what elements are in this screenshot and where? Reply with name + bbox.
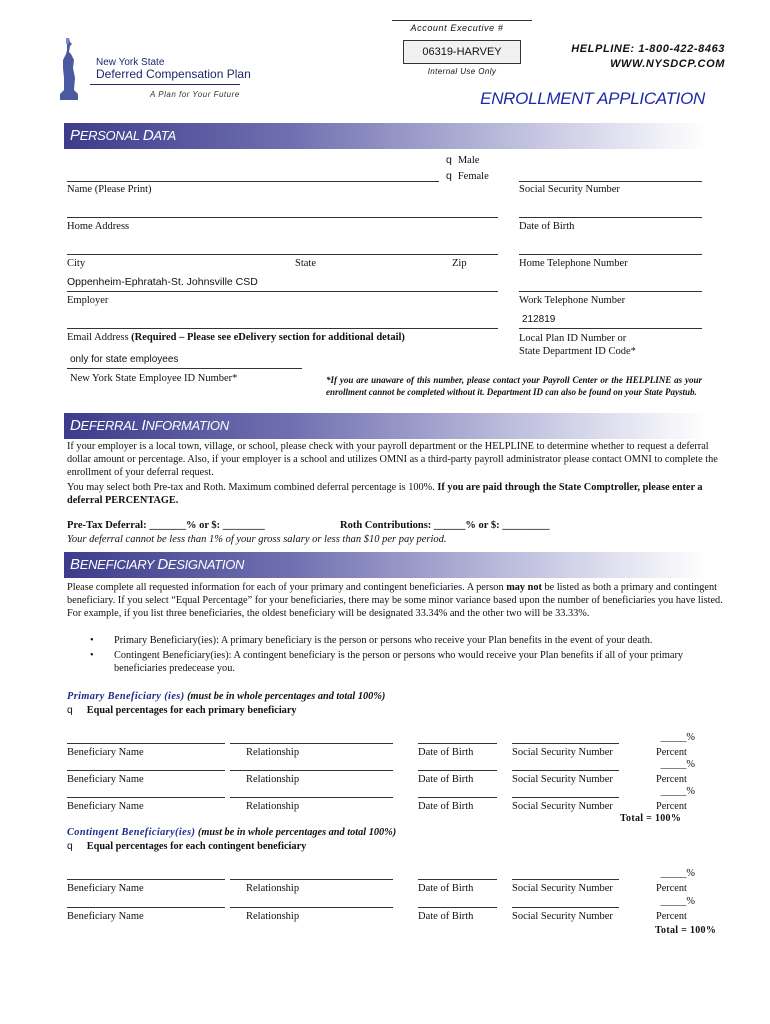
- work-phone-input[interactable]: [519, 291, 702, 292]
- percent-label: Percent: [656, 774, 687, 785]
- date-of-birth-label: Date of Birth: [418, 801, 474, 812]
- account-executive-field[interactable]: 06319-HARVEY: [403, 40, 521, 64]
- dob-label: Date of Birth: [519, 221, 575, 232]
- social-security-number-input[interactable]: [512, 770, 619, 771]
- date-of-birth-input[interactable]: [418, 797, 497, 798]
- work-phone-label: Work Telephone Number: [519, 295, 626, 306]
- state-employee-id-label: New York State Employee ID Number*: [70, 373, 238, 384]
- local-plan-id-label: Local Plan ID Number or State Department ID Code*: [519, 333, 636, 357]
- bullet-icon: •: [90, 650, 94, 661]
- social-security-number-label: Social Security Number: [512, 747, 613, 758]
- form-title: ENROLLMENT APPLICATION: [480, 89, 705, 108]
- roth-contribution-field[interactable]: Roth Contributions: ______% or $: _________: [340, 520, 550, 531]
- contingent-beneficiary-bullet: • Contingent Beneficiary(ies): A contingent beneficiary is the person or persons who would receive your Plan benefits if all of your primary beneficiaries predecease you.: [90, 650, 684, 674]
- percent-label: Percent: [656, 911, 687, 922]
- pretax-deferral-field[interactable]: Pre-Tax Deferral: _______% or $: ________: [67, 520, 265, 531]
- website-link[interactable]: WWW.NYSDCP.COM: [610, 58, 725, 70]
- dob-input[interactable]: [519, 217, 702, 218]
- employee-id-footnote: *If you are unaware of this number, please contact your Payroll Center or the HELPLINE as your enrollment cannot be completed without it. Department ID can also be found on your State Paystub.: [326, 375, 702, 397]
- local-plan-id-value[interactable]: 212819: [522, 314, 556, 325]
- beneficiary-name-label: Beneficiary Name: [67, 774, 144, 785]
- relationship-label: Relationship: [246, 801, 300, 812]
- social-security-number-label: Social Security Number: [512, 801, 613, 812]
- percent-input[interactable]: _____%: [660, 759, 695, 770]
- home-phone-label: Home Telephone Number: [519, 258, 628, 269]
- statue-of-liberty-logo-icon: [54, 38, 84, 100]
- female-checkbox[interactable]: q: [446, 170, 452, 182]
- deferral-rules: You may select both Pre-tax and Roth. Maximum combined deferral percentage is 100%. If you are paid through the State Comptroller, please enter a deferral PERCENTAGE.: [67, 482, 703, 506]
- percent-label: Percent: [656, 747, 687, 758]
- percent-label: Percent: [656, 883, 687, 894]
- name-label: Name (Please Print): [67, 184, 152, 195]
- beneficiary-name-label: Beneficiary Name: [67, 747, 144, 758]
- logo-line-1: New York State: [96, 57, 165, 68]
- employer-input[interactable]: [67, 291, 498, 292]
- account-executive-label: Account Executive #: [410, 23, 504, 33]
- city-label: City: [67, 258, 86, 269]
- beneficiary-designation-section-header: BENEFICIARY DESIGNATION: [64, 552, 706, 578]
- logo-tagline: A Plan for Your Future: [150, 90, 240, 99]
- contingent-total: Total = 100%: [655, 925, 717, 936]
- social-security-number-label: Social Security Number: [512, 911, 613, 922]
- date-of-birth-input[interactable]: [418, 743, 497, 744]
- primary-equal-checkbox[interactable]: q: [67, 705, 73, 716]
- email-input[interactable]: [67, 328, 498, 329]
- social-security-number-input[interactable]: [512, 907, 619, 908]
- social-security-number-label: Social Security Number: [512, 774, 613, 785]
- beneficiary-name-input[interactable]: [67, 743, 225, 744]
- social-security-number-label: Social Security Number: [512, 883, 613, 894]
- bullet-icon: •: [90, 635, 94, 646]
- primary-beneficiary-heading: Primary Beneficiary (ies) (must be in whole percentages and total 100%): [67, 691, 386, 702]
- relationship-label: Relationship: [246, 774, 300, 785]
- primary-equal-percent-option[interactable]: q Equal percentages for each primary beneficiary: [67, 705, 297, 716]
- percent-input[interactable]: _____%: [660, 896, 695, 907]
- contingent-equal-percent-option[interactable]: q Equal percentages for each contingent beneficiary: [67, 841, 307, 852]
- relationship-input[interactable]: [230, 770, 393, 771]
- date-of-birth-input[interactable]: [418, 907, 497, 908]
- personal-data-section-header: PERSONAL DATA: [64, 123, 706, 149]
- date-of-birth-label: Date of Birth: [418, 911, 474, 922]
- home-address-input[interactable]: [67, 217, 498, 218]
- percent-label: Percent: [656, 801, 687, 812]
- relationship-label: Relationship: [246, 747, 300, 758]
- city-state-zip-input[interactable]: [67, 254, 498, 255]
- name-input[interactable]: [67, 181, 439, 182]
- relationship-label: Relationship: [246, 883, 300, 894]
- deferral-minimum-note: Your deferral cannot be less than 1% of your gross salary or less than $10 per pay period.: [67, 534, 447, 545]
- male-checkbox[interactable]: q: [446, 154, 452, 166]
- social-security-number-input[interactable]: [512, 879, 619, 880]
- female-option[interactable]: q Female: [446, 170, 489, 182]
- employer-value[interactable]: Oppenheim-Ephratah-St. Johnsville CSD: [67, 276, 258, 288]
- home-phone-input[interactable]: [519, 254, 702, 255]
- local-plan-id-input[interactable]: [519, 328, 702, 329]
- email-label: Email Address (Required – Please see eDelivery section for additional detail): [67, 332, 405, 343]
- contingent-beneficiary-heading: Contingent Beneficiary(ies) (must be in whole percentages and total 100%): [67, 827, 397, 838]
- primary-total: Total = 100%: [620, 813, 682, 824]
- contingent-equal-checkbox[interactable]: q: [67, 841, 73, 852]
- social-security-number-input[interactable]: [512, 743, 619, 744]
- beneficiary-name-label: Beneficiary Name: [67, 801, 144, 812]
- percent-input[interactable]: _____%: [660, 732, 695, 743]
- ssn-input[interactable]: [519, 181, 702, 182]
- social-security-number-input[interactable]: [512, 797, 619, 798]
- deferral-instructions: If your employer is a local town, village, or school, please check with your payroll department or the HELPLINE to determine whether to request a deferral dollar amount or percentage. Also, if your employer is a school and utilizes OMNI as a third-party payroll administrator please contact OMNI to complete the enrollment of your deferral request.: [67, 441, 718, 478]
- deferral-information-section-header: DEFERRAL INFORMATION: [64, 413, 706, 439]
- date-of-birth-label: Date of Birth: [418, 883, 474, 894]
- relationship-label: Relationship: [246, 911, 300, 922]
- relationship-input[interactable]: [230, 907, 393, 908]
- helpline-block: [540, 42, 725, 72]
- helpline-number: HELPLINE: 1-800-422-8463: [571, 43, 725, 55]
- employer-label: Employer: [67, 295, 109, 306]
- beneficiary-instructions: Please complete all requested information for each of your primary and contingent beneficiaries. A person may not be listed as both a primary and contingent beneficiary. If you select “Equal Percentage” for your beneficiaries, there may be some minor variance based upon the number of beneficiaries you have listed. For example, if you list three beneficiaries, the oldest beneficiary will be designated 33.34% and the other two will be 33.33%.: [67, 582, 723, 619]
- primary-beneficiary-bullet: • Primary Beneficiary(ies): A primary beneficiary is the person or persons who receive your Plan benefits in the event of your death.: [90, 635, 653, 646]
- date-of-birth-input[interactable]: [418, 879, 497, 880]
- beneficiary-name-input[interactable]: [67, 907, 225, 908]
- beneficiary-name-input[interactable]: [67, 879, 225, 880]
- relationship-input[interactable]: [230, 743, 393, 744]
- beneficiary-name-label: Beneficiary Name: [67, 911, 144, 922]
- logo-line-2: Deferred Compensation Plan: [96, 67, 251, 81]
- date-of-birth-label: Date of Birth: [418, 774, 474, 785]
- logo-divider: [90, 84, 240, 85]
- male-option[interactable]: q Male: [446, 154, 480, 166]
- state-label: State: [295, 258, 316, 269]
- state-employee-id-value[interactable]: only for state employees: [70, 354, 179, 365]
- beneficiary-name-label: Beneficiary Name: [67, 883, 144, 894]
- ssn-label: Social Security Number: [519, 184, 620, 195]
- relationship-input[interactable]: [230, 879, 393, 880]
- state-employee-id-input[interactable]: [67, 368, 302, 369]
- percent-input[interactable]: _____%: [660, 868, 695, 879]
- date-of-birth-input[interactable]: [418, 770, 497, 771]
- date-of-birth-label: Date of Birth: [418, 747, 474, 758]
- beneficiary-name-input[interactable]: [67, 797, 225, 798]
- home-address-label: Home Address: [67, 221, 130, 232]
- beneficiary-name-input[interactable]: [67, 770, 225, 771]
- zip-label: Zip: [452, 258, 467, 269]
- percent-input[interactable]: _____%: [660, 786, 695, 797]
- relationship-input[interactable]: [230, 797, 393, 798]
- internal-use-note: Internal Use Only: [427, 67, 497, 76]
